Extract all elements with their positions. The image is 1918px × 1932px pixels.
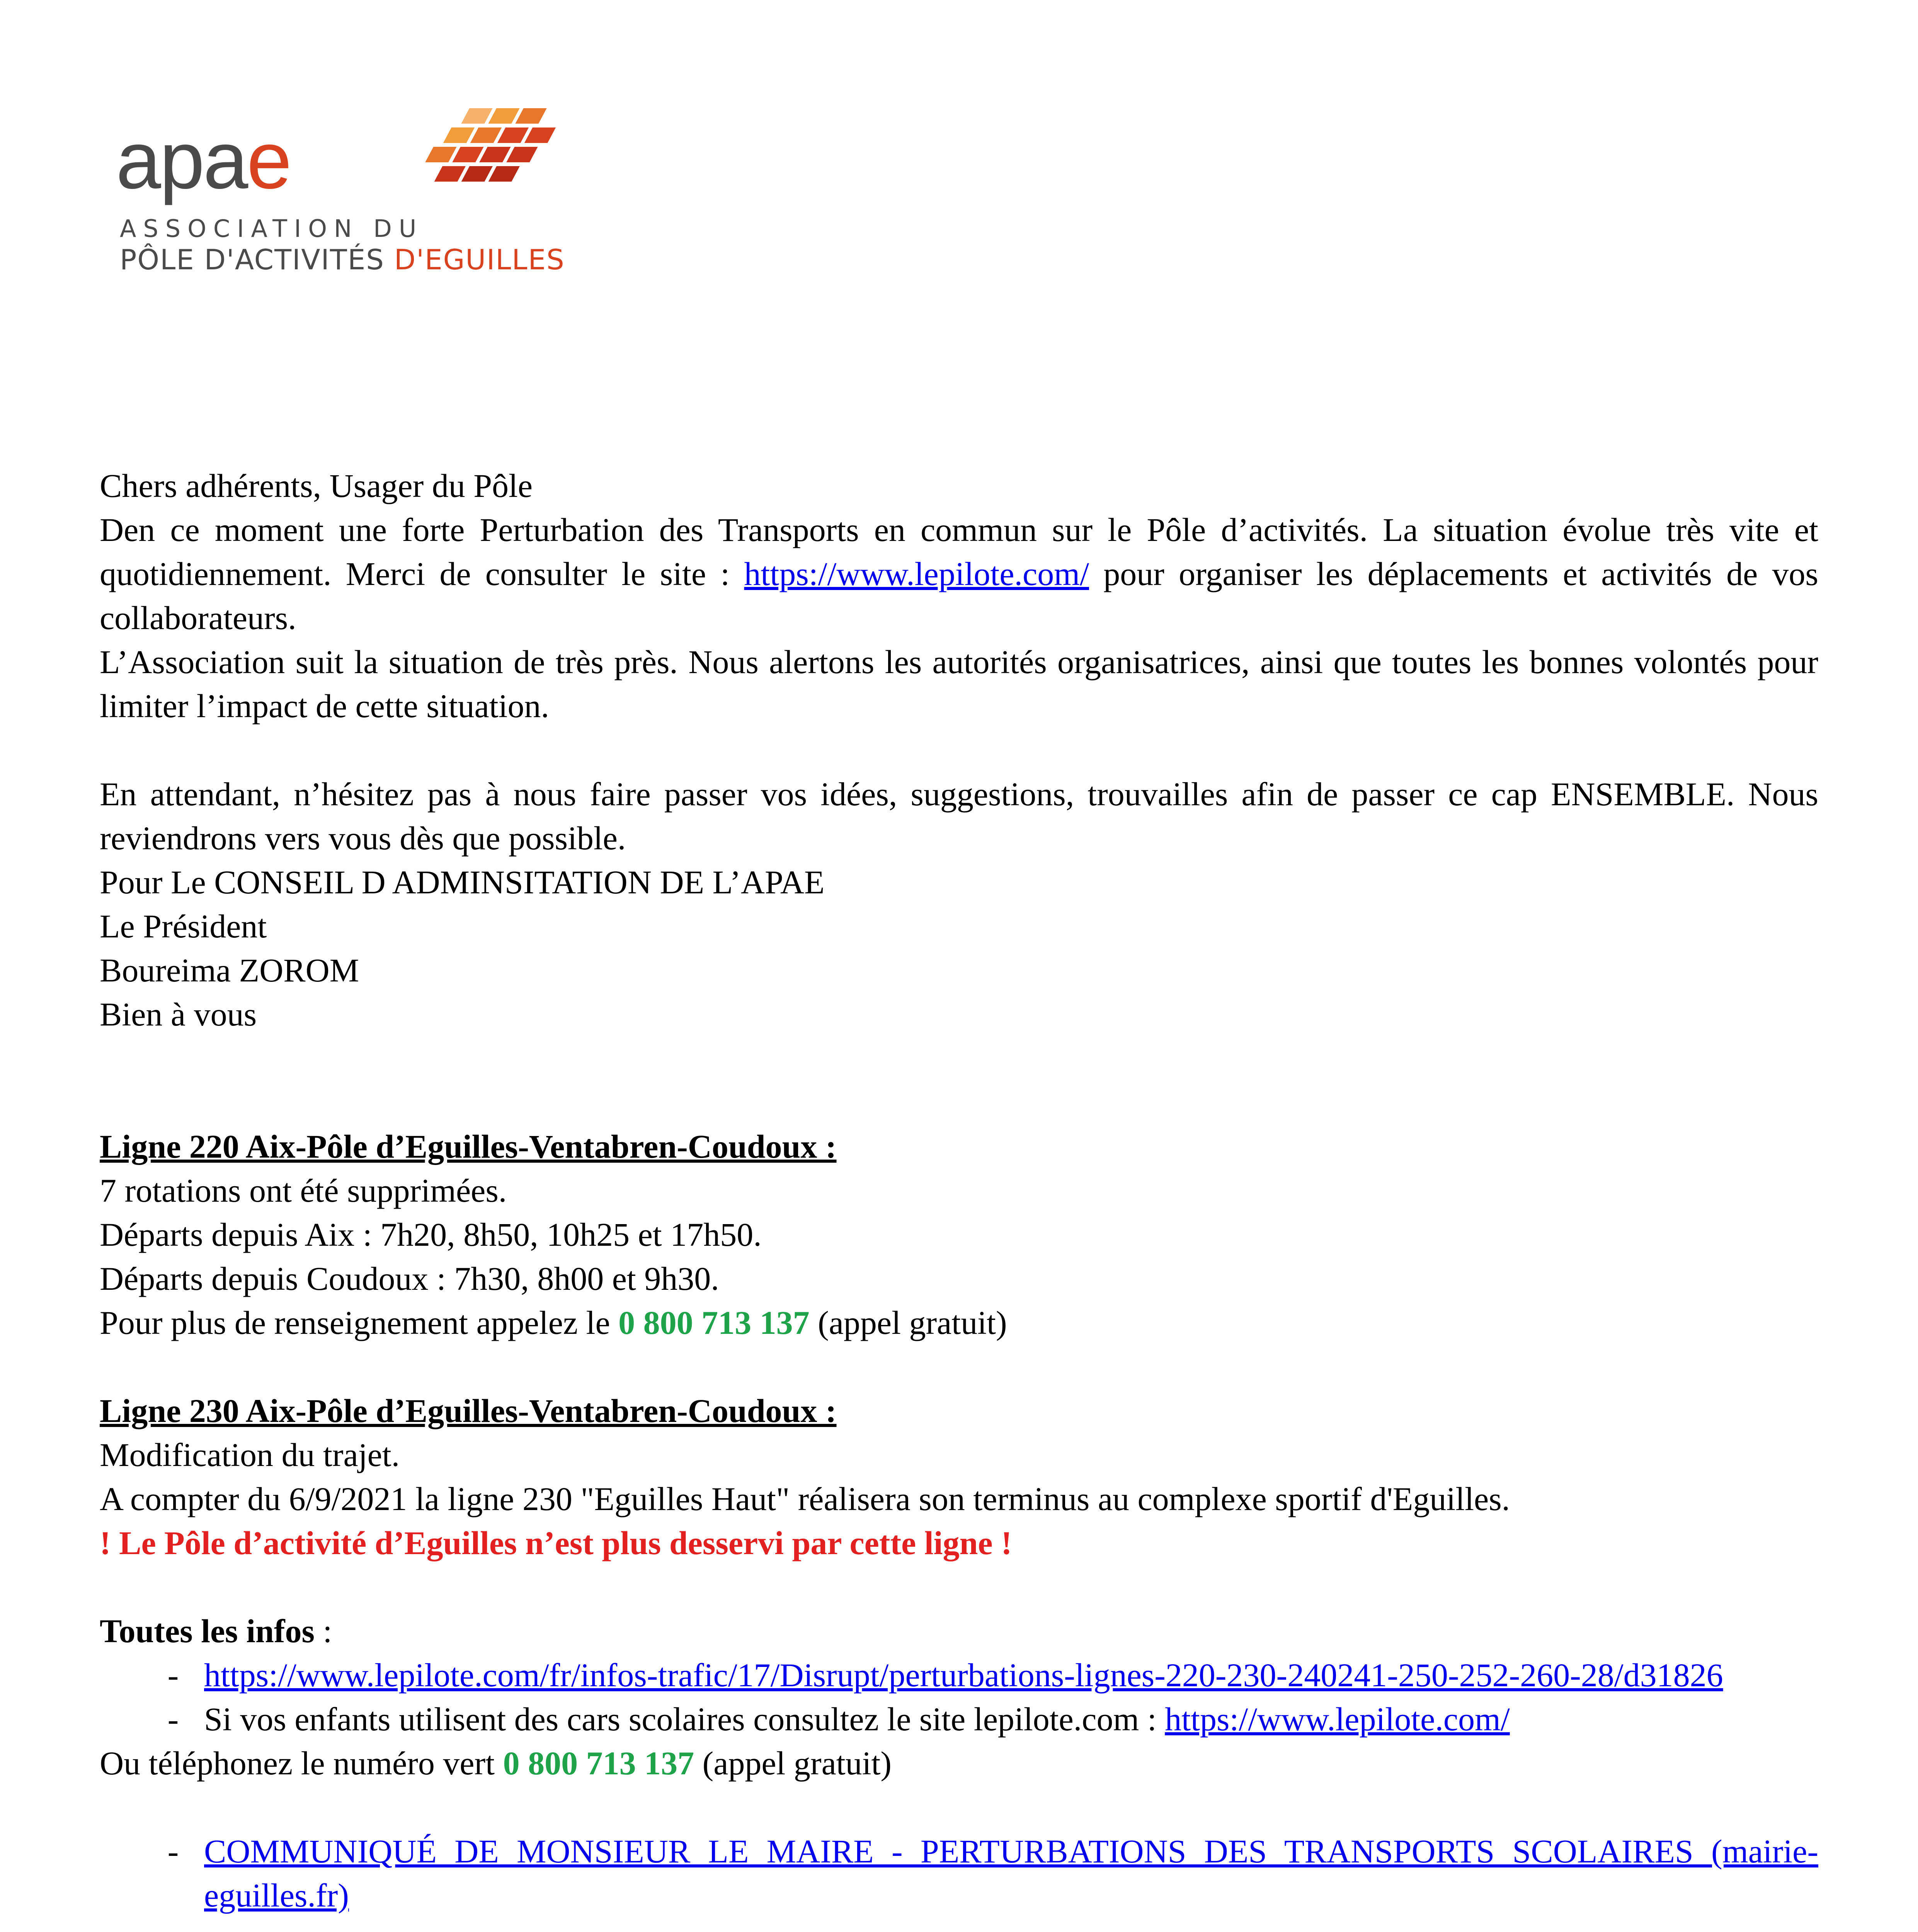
- logo-tiles-icon: [410, 104, 557, 205]
- signature-line-3: Boureima ZOROM: [100, 952, 359, 989]
- mairie-communique-link[interactable]: COMMUNIQUÉ DE MONSIEUR LE MAIRE - PERTURBATIONS DES TRANSPORTS SCOLAIRES (mairie-eguilles.fr): [204, 1833, 1818, 1914]
- infos-item-3: [100, 1829, 1818, 1917]
- logo-wordmark-main: apa: [116, 115, 247, 206]
- paragraph-2: L’Association suit la situation de très près. Nous alertons les autorités organisatrices, ainsi que toutes les bonnes volontés pour limiter l’impact de cette situation.: [100, 643, 1818, 724]
- logo-wordmark-accent: e: [247, 115, 291, 206]
- infos-item-3-text: [204, 1829, 1818, 1917]
- infos-heading: [100, 1609, 1818, 1653]
- logo-tagline-2: [120, 243, 565, 276]
- paragraph-1: [100, 508, 1818, 640]
- line-230-heading: Ligne 230 Aix-Pôle d’Eguilles-Ventabren-Coudoux :: [100, 1392, 837, 1429]
- logo-tagline-1: ASSOCIATION DU: [120, 214, 424, 243]
- bullet-dash: -: [167, 1701, 179, 1738]
- infos-phone-number: 0 800 713 137: [503, 1745, 694, 1782]
- logo-tagline-2-accent: D'EGUILLES: [394, 243, 565, 276]
- infos-heading-suffix: :: [314, 1612, 332, 1650]
- infos-item-2-label: Si vos enfants utilisent des cars scolaires consultez le site lepilote.com :: [204, 1701, 1165, 1738]
- line-230-detail: A compter du 6/9/2021 la ligne 230 "Eguilles Haut" réalisera son terminus au complexe sportif d'Eguilles.: [100, 1480, 1510, 1517]
- bullet-dash: -: [167, 1656, 179, 1694]
- line-230-change: Modification du trajet.: [100, 1436, 400, 1473]
- infos-item-1: [100, 1653, 1818, 1697]
- line-220-departs-aix: Départs depuis Aix : 7h20, 8h50, 10h25 et 17h50.: [100, 1216, 762, 1253]
- apae-logo: [116, 104, 565, 276]
- bullet-dash: -: [167, 1833, 179, 1870]
- signature-line-1: Pour Le CONSEIL D ADMINSITATION DE L’APAE: [100, 864, 825, 901]
- infos-phone: [100, 1741, 1818, 1785]
- line-220-rotations: 7 rotations ont été supprimées.: [100, 1172, 507, 1209]
- school-bus-link[interactable]: https://www.lepilote.com/: [1165, 1701, 1510, 1738]
- line-220-phone: 0 800 713 137: [618, 1304, 810, 1341]
- line-220-heading: Ligne 220 Aix-Pôle d’Eguilles-Ventabren-Coudoux :: [100, 1128, 837, 1165]
- line-230-alert: ! Le Pôle d’activité d’Eguilles n’est plus desservi par cette ligne !: [100, 1524, 1012, 1561]
- paragraph-1-text: Den ce moment une forte Perturbation des Transports en commun sur le Pôle d’activités. La situation évolue très vite et quotidiennement. Merci de consulter le site :: [100, 511, 1818, 592]
- line-220-contact-text: Pour plus de renseignement appelez le: [100, 1304, 619, 1341]
- disruption-link[interactable]: https://www.lepilote.com/fr/infos-trafic/17/Disrupt/perturbations-lignes-220-230-240241-250-252-260-28/d31826: [204, 1656, 1723, 1694]
- logo-wordmark: [116, 115, 291, 206]
- letter-body: [100, 464, 1818, 1917]
- signature-line-4: Bien à vous: [100, 996, 257, 1033]
- line-220-contact-end: (appel gratuit): [809, 1304, 1007, 1341]
- line-220-contact: [100, 1301, 1818, 1345]
- infos-item-2-text: [204, 1697, 1818, 1741]
- infos-item-1-text: [204, 1653, 1818, 1697]
- line-220-departs-coudoux: Départs depuis Coudoux : 7h30, 8h00 et 9h30.: [100, 1260, 719, 1297]
- signature-line-2: Le Président: [100, 908, 267, 945]
- logo-tagline-2-main: PÔLE D'ACTIVITÉS: [120, 243, 394, 276]
- lepilote-link[interactable]: https://www.lepilote.com/: [744, 555, 1089, 592]
- infos-phone-end: (appel gratuit): [694, 1745, 892, 1782]
- paragraph-1-end: pour organiser les déplacements et activités de vos collaborateurs.: [100, 555, 1818, 636]
- infos-heading-label: Toutes les infos: [100, 1612, 315, 1650]
- infos-item-2: [100, 1697, 1818, 1741]
- greeting: Chers adhérents, Usager du Pôle: [100, 467, 533, 504]
- infos-phone-text: Ou téléphonez le numéro vert: [100, 1745, 503, 1782]
- paragraph-3: En attendant, n’hésitez pas à nous faire passer vos idées, suggestions, trouvailles afin de passer ce cap ENSEMBLE. Nous reviendrons vers vous dès que possible.: [100, 776, 1818, 857]
